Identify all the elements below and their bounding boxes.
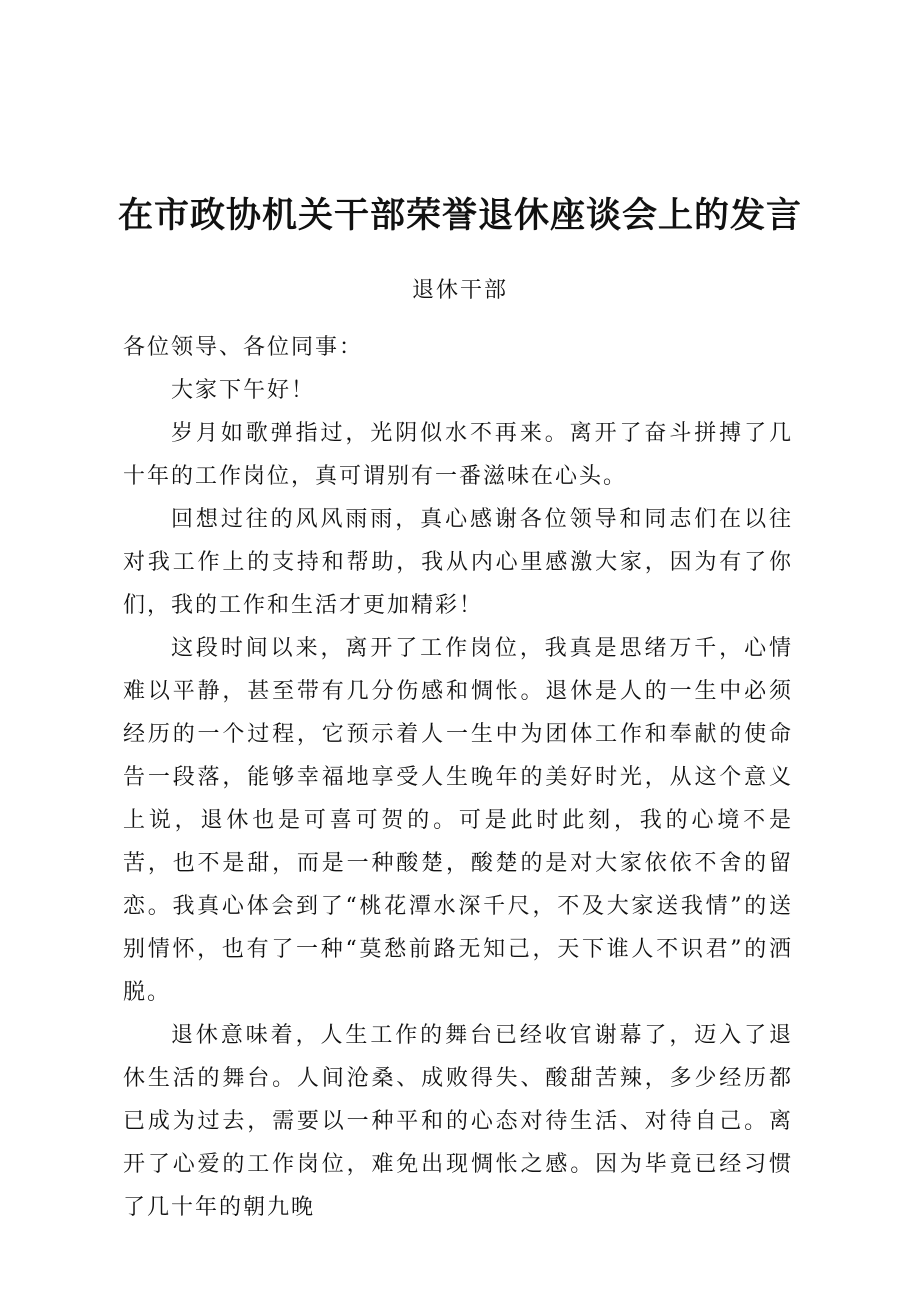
- paragraph-4: 退休意味着，人生工作的舞台已经收官谢幕了，迈入了退休生活的舞台。人间沧桑、成败得失、酸甜苦辣，多少经历都已成为过去，需要以一种平和的心态对待生活、对待自己。离开了心爱的工作岗位，难免出现惆怅之感。因为毕竟已经习惯了几十年的朝九晚: [123, 1023, 793, 1220]
- document-title: 在市政协机关干部荣誉退休座谈会上的发言: [117, 196, 802, 236]
- document-body: [123, 326, 793, 1229]
- paragraph-3: 这段时间以来，离开了工作岗位，我真是思绪万千，心情难以平静，甚至带有几分伤感和惆怅。退休是人的一生中必须经历的一个过程，它预示着人一生中为团体工作和奉献的使命告一段落，能够幸福地享受人生晚年的美好时光，从这个意义上说，退休也是可喜可贺的。可是此时此刻，我的心境不是苦，也不是甜，而是一种酸楚，酸楚的是对大家依依不舍的留恋。我真心体会到了“桃花潭水深千尺，不及大家送我情”的送别情怀，也有了一种“莫愁前路无知己，天下谁人不识君”的洒脱。: [123, 636, 793, 1005]
- paragraph-2: 回想过往的风风雨雨，真心感谢各位领导和同志们在以往对我工作上的支持和帮助，我从内心里感激大家，因为有了你们，我的工作和生活才更加精彩！: [123, 507, 793, 618]
- salutation: 各位领导、各位同事：: [123, 335, 364, 360]
- paragraph-greeting: 大家下午好！: [171, 378, 316, 403]
- document-author: 退休干部: [411, 278, 508, 303]
- paragraph-1: 岁月如歌弹指过，光阴似水不再来。离开了奋斗拼搏了几十年的工作岗位，真可谓别有一番滋味在心头。: [123, 421, 793, 489]
